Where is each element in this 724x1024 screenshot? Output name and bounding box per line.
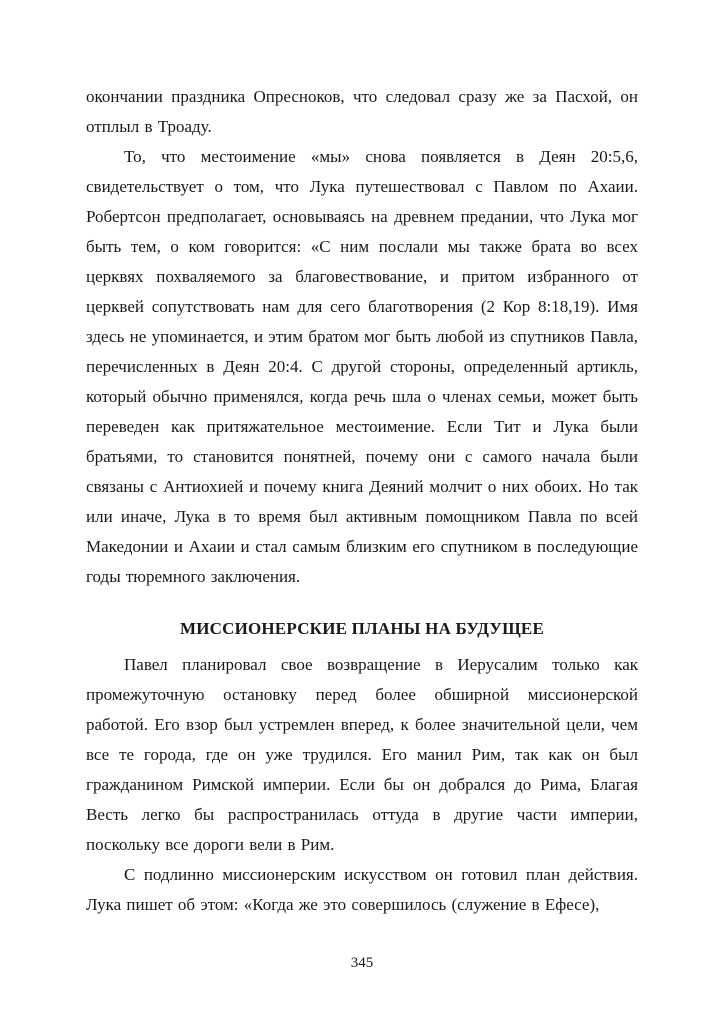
page-number: 345 bbox=[350, 955, 374, 971]
paragraph: Павел планировал свое возвращение в Иерусалим только как промежуточную остановку перед более обширной миссионерской работой. Его взор был устремлен вперед, к более значительной цели, чем все те города, где он уже трудился. Его манил Рим, так как он был гражданином Римской империи. Если бы он добрался до Рима, Благая Весть легко бы распространилась оттуда в другие части империи, поскольку все дороги вели в Рим. bbox=[86, 655, 638, 854]
page-content bbox=[86, 82, 638, 920]
paragraph-continuation: окончании праздника Опресноков, что следовал сразу же за Пасхой, он отплыл в Троаду. bbox=[86, 87, 638, 136]
paragraph: С подлинно миссионерским искусством он готовил план действия. Лука пишет об этом: «Когда же это совершилось (служение в Ефесе), bbox=[86, 865, 638, 914]
section-heading: МИССИОНЕРСКИЕ ПЛАНЫ НА БУДУЩЕЕ bbox=[179, 619, 545, 638]
paragraph: То, что местоимение «мы» снова появляется в Деян 20:5,6, свидетельствует о том, что Лука путешествовал с Павлом по Ахаии. Робертсон предполагает, основываясь на древнем предании, что Лука мог быть тем, о ком говорится: «С ним послали мы также брата во всех церквях похваляемого за благовествование, и притом избранного от церквей сопутствовать нам для сего благотворения (2 Кор 8:18,19). Имя здесь не упоминается, и этим братом мог быть любой из спутников Павла, перечисленных в Деян 20:4. С другой стороны, определенный артикль, который обычно применялся, когда речь шла о членах семьи, может быть переведен как притяжательное местоимение. Если Тит и Лука были братьями, то становится понятней, почему они с самого начала были связаны с Антиохией и почему книга Деяний молчит о них обоих. Но так или иначе, Лука в то время был активным помощником Павла по всей Македонии и Ахаии и стал самым близким его спутником в последующие годы тюремного заключения. bbox=[86, 147, 638, 586]
